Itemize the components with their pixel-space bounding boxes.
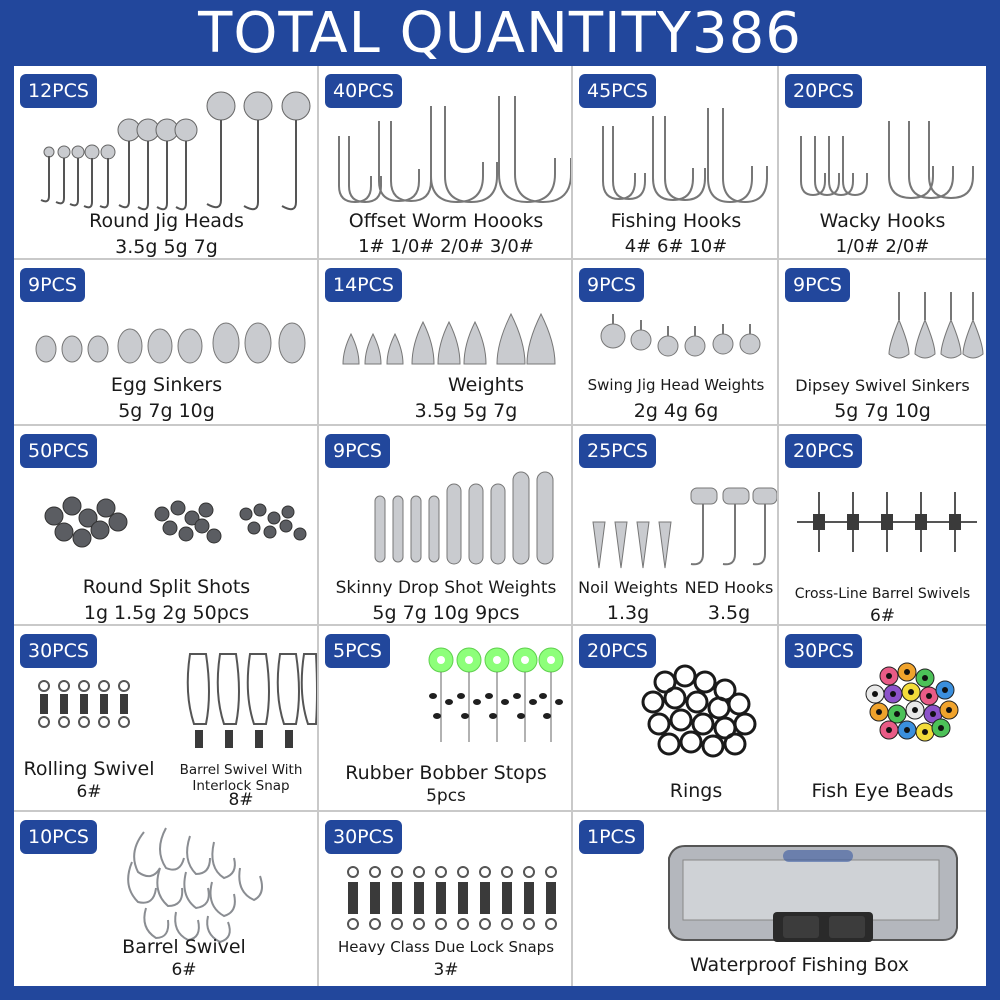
item-name: Dipsey Swivel Sinkers	[795, 376, 970, 395]
dipsey-swivel-sinkers-illustration	[779, 260, 986, 380]
item-spec: 3.5g 5g 7g	[115, 236, 218, 258]
quantity-badge: 20PCS	[785, 74, 862, 108]
rings-illustration	[573, 626, 779, 766]
page-title: TOTAL QUANTITY386	[198, 1, 802, 66]
item-name: Heavy Class Due Lock Snaps	[337, 938, 555, 956]
item-name: Wacky Hooks	[819, 210, 946, 232]
item-barrel-swivel	[14, 812, 319, 986]
waterproof-fishing-box-illustration	[573, 812, 986, 952]
item-spec: 5g 7g 10g	[118, 400, 215, 422]
item-wacky-hooks	[779, 66, 986, 260]
item-rubber-bobber-stops	[319, 626, 573, 812]
barrel-swivel-illustration	[14, 812, 319, 952]
quantity-badge: 9PCS	[579, 268, 644, 302]
item-spec-secondary: 3.5g	[707, 602, 751, 624]
item-name: Cross-Line Barrel Swivels	[794, 586, 971, 602]
item-name: Barrel Swivel	[122, 936, 246, 958]
quantity-badge: 9PCS	[20, 268, 85, 302]
quantity-badge: 30PCS	[325, 820, 402, 854]
item-waterproof-fishing-box	[573, 812, 986, 986]
item-spec: 1.3g	[606, 602, 650, 624]
item-name: Rings	[669, 780, 723, 802]
quantity-badge: 10PCS	[20, 820, 97, 854]
rolling-swivel-illustration	[14, 626, 319, 766]
skinny-drop-shot-weights-illustration	[319, 426, 573, 576]
item-name: Round Split Shots	[82, 576, 251, 598]
item-spec: 1# 1/0# 2/0# 3/0#	[358, 236, 534, 257]
item-offset-worm-hooks	[319, 66, 573, 260]
item-spec: 5pcs	[426, 786, 466, 806]
wacky-hooks-illustration	[779, 66, 986, 216]
item-spec: 1/0# 2/0#	[835, 236, 930, 257]
item-name: Swing Jig Head Weights	[587, 376, 765, 394]
item-round-split-shots	[14, 426, 319, 626]
item-name: Fish Eye Beads	[811, 780, 954, 802]
item-name: Skinny Drop Shot Weights	[335, 578, 557, 598]
quantity-badge: 40PCS	[325, 74, 402, 108]
egg-sinkers-illustration	[14, 260, 319, 380]
offset-worm-hooks-illustration	[319, 66, 573, 216]
item-spec: 3.5g 5g 7g	[414, 400, 518, 422]
item-noil-weights-ned-hooks	[573, 426, 779, 626]
round-split-shots-illustration	[14, 426, 319, 576]
quantity-badge: 20PCS	[785, 434, 862, 468]
item-name-tertiary: Interlock Snap	[192, 778, 290, 794]
item-rolling-swivel	[14, 626, 319, 812]
quantity-badge: 45PCS	[579, 74, 656, 108]
quantity-badge: 1PCS	[579, 820, 644, 854]
item-dipsey-swivel-sinkers	[779, 260, 986, 426]
item-name: Fishing Hooks	[610, 210, 742, 232]
quantity-badge: 30PCS	[785, 634, 862, 668]
item-name: Weights	[447, 374, 525, 396]
item-name-secondary: Barrel Swivel With	[179, 762, 303, 778]
round-jig-heads-illustration	[14, 66, 314, 216]
quantity-badge: 12PCS	[20, 74, 97, 108]
quantity-badge: 9PCS	[785, 268, 850, 302]
quantity-badge: 14PCS	[325, 268, 402, 302]
quantity-badge: 20PCS	[579, 634, 656, 668]
item-fish-eye-beads	[779, 626, 986, 812]
fishing-hooks-illustration	[573, 66, 779, 216]
item-spec: 6#	[76, 782, 102, 802]
item-spec: 3#	[433, 960, 459, 980]
weights-illustration	[319, 260, 573, 380]
product-grid	[14, 66, 986, 986]
item-spec: 6#	[869, 606, 896, 626]
item-fishing-hooks	[573, 66, 779, 260]
quantity-badge: 5PCS	[325, 634, 390, 668]
item-egg-sinkers	[14, 260, 319, 426]
item-spec: 5g 7g 10g	[834, 400, 931, 422]
item-weights	[319, 260, 573, 426]
quantity-badge: 25PCS	[579, 434, 656, 468]
item-spec: 6#	[171, 960, 197, 980]
item-name: Offset Worm Hoooks	[348, 210, 544, 232]
item-spec: 2g 4g 6g	[633, 400, 719, 422]
item-name: Waterproof Fishing Box	[689, 954, 910, 976]
rubber-bobber-stops-illustration	[319, 626, 573, 766]
fish-eye-beads-illustration	[779, 626, 986, 766]
item-heavy-class-due-lock-snaps	[319, 812, 573, 986]
item-name: Egg Sinkers	[110, 374, 223, 396]
cross-line-barrel-swivels-illustration	[779, 426, 986, 576]
item-cross-line-barrel-swivels	[779, 426, 986, 626]
item-skinny-drop-shot-weights	[319, 426, 573, 626]
item-round-jig-heads	[14, 66, 319, 260]
item-spec-secondary: 8#	[228, 790, 254, 810]
item-name-secondary: NED Hooks	[684, 578, 774, 597]
item-spec: 4# 6# 10#	[624, 236, 728, 257]
item-name: Rubber Bobber Stops	[345, 762, 547, 784]
item-name: Noil Weights	[578, 578, 678, 597]
item-name: Round Jig Heads	[89, 210, 244, 232]
item-swing-jig-head-weights	[573, 260, 779, 426]
item-name: Rolling Swivel	[23, 758, 155, 780]
swing-jig-head-weights-illustration	[573, 260, 779, 380]
item-rings	[573, 626, 779, 812]
item-spec: 1g 1.5g 2g 50pcs	[83, 602, 250, 624]
quantity-badge: 9PCS	[325, 434, 390, 468]
heavy-class-due-lock-snaps-illustration	[319, 812, 573, 952]
noil-weights-ned-hooks-illustration	[573, 426, 779, 576]
item-spec: 5g 7g 10g 9pcs	[372, 602, 520, 624]
quantity-badge: 30PCS	[20, 634, 97, 668]
quantity-badge: 50PCS	[20, 434, 97, 468]
